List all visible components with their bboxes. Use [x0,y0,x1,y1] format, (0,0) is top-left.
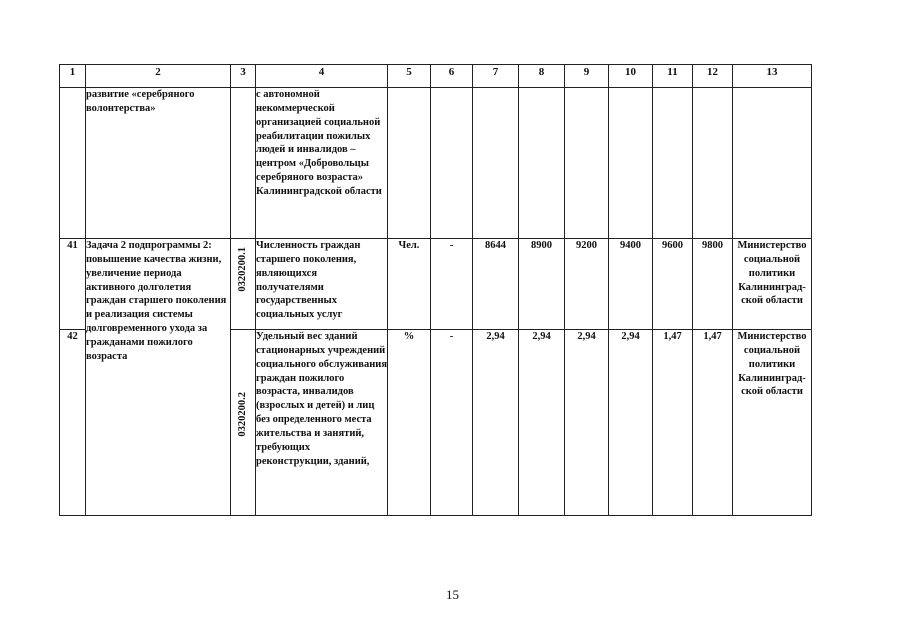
header-cell: 4 [256,65,388,88]
code-cell [231,239,256,330]
value-cell: - [431,239,473,330]
table-row-41 [60,239,812,330]
value-cell [565,88,609,239]
header-row [60,65,812,88]
header-cell: 13 [733,65,812,88]
task-text: развитие «серебряного волонтерства» [86,88,231,239]
value-cell: 1,47 [653,330,693,516]
indicators-table [59,64,812,516]
header-cell: 7 [473,65,519,88]
header-cell: 1 [60,65,86,88]
value-cell: 9400 [609,239,653,330]
row-number: 42 [60,330,86,516]
value-cell: 9800 [693,239,733,330]
value-cell: 2,94 [473,330,519,516]
header-cell: 10 [609,65,653,88]
header-cell: 5 [388,65,431,88]
indicator-text: с автономной некоммерческой организацией социальной реабилитации пожилых людей и инвалидов – центром «Добровольцы серебряного возраста» Калининградской области [256,88,388,239]
code-cell [231,330,256,516]
header-cell: 8 [519,65,565,88]
value-cell: 9600 [653,239,693,330]
value-cell: 1,47 [693,330,733,516]
indicator-text: Численность граждан старшего поколения, являющихся получателями государственных социальных услуг [256,239,388,330]
unit-cell [388,88,431,239]
task-text: Задача 2 подпрограммы 2: повышение качества жизни, увеличение периода активного долголетия граждан старшего поколения и реализация системы долговременного ухода за гражданами пожилого возраста [86,239,231,516]
value-cell: - [431,330,473,516]
header-cell: 12 [693,65,733,88]
value-cell: 2,94 [565,330,609,516]
value-cell [473,88,519,239]
header-cell: 6 [431,65,473,88]
value-cell [653,88,693,239]
header-cell: 2 [86,65,231,88]
continuation-row [60,88,812,239]
responsible-text: Министерство социальной политики Калининград-ской области [733,239,812,330]
page-number: 15 [446,587,459,602]
unit: Чел. [388,239,431,330]
value-cell: 8900 [519,239,565,330]
value-cell [431,88,473,239]
header-cell: 3 [231,65,256,88]
value-cell [519,88,565,239]
value-cell: 9200 [565,239,609,330]
header-cell: 11 [653,65,693,88]
row-number: 41 [60,239,86,330]
row-number-cell [60,88,86,239]
value-cell: 2,94 [609,330,653,516]
value-cell [609,88,653,239]
value-cell: 8644 [473,239,519,330]
header-cell: 9 [565,65,609,88]
value-cell [693,88,733,239]
value-cell: 2,94 [519,330,565,516]
unit: % [388,330,431,516]
indicator-code: 0320200.2 [237,392,249,437]
responsible-cell [733,88,812,239]
indicator-text: Удельный вес зданий стационарных учреждений социального обслуживания граждан пожилого возраста, инвалидов (взрослых и детей) и лиц без определенного места жительства и занятий, требующих реконструкции, зданий, [256,330,388,516]
responsible-text: Министерство социальной политики Калининград-ской области [733,330,812,516]
code-cell [231,88,256,239]
indicator-code: 0320200.1 [237,247,249,292]
